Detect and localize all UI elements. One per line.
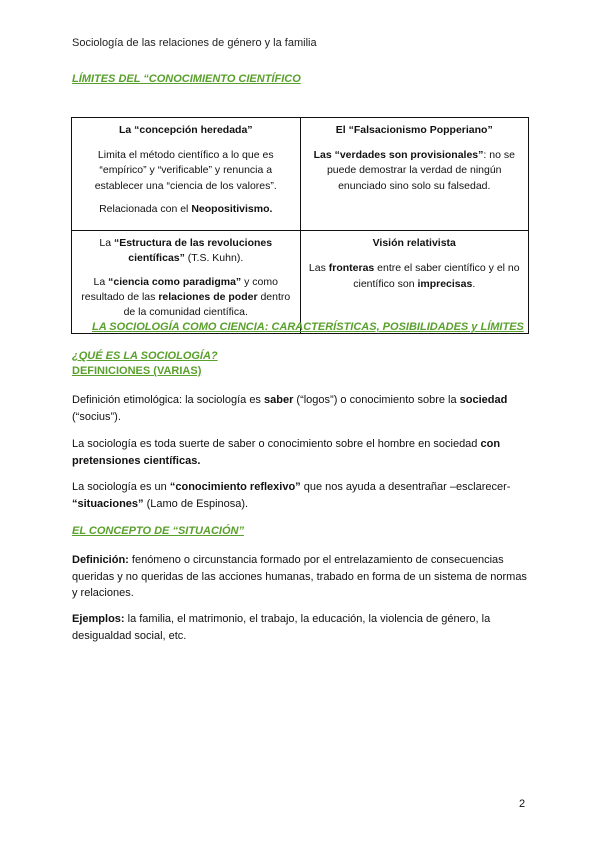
cell-title: La “concepción heredada”: [118, 124, 253, 136]
paragraph-definicion-reflexivo: La sociología es un “conocimiento reflexivo” que nos ayuda a desentrañar –esclarecer- “situaciones” (Lamo de Espinosa).: [72, 481, 511, 510]
section-title-sociologia-ciencia: LA SOCIOLOGÍA COMO CIENCIA: CARACTERÍSTICAS, POSIBILIDADES y LÍMITES: [92, 321, 524, 333]
paragraph-definicion-etimologica: Definición etimológica: la sociología es saber (“logos”) o conocimiento sobre la sociedad (“socius”).: [72, 394, 508, 423]
table-cell-vision-relativista: [300, 231, 529, 334]
cell-text: Las fronteras entre el saber científico y el no científico son imprecisas.: [308, 262, 520, 290]
page-number: 2: [519, 798, 526, 810]
cell-text: La “ciencia como paradigma” y como resultado de las relaciones de poder dentro de la comunidad científica.: [81, 275, 291, 318]
table-cell-concepcion-heredada: [72, 118, 301, 231]
cell-title: El “Falsacionismo Popperiano”: [335, 124, 493, 136]
cell-text: Relacionada con el Neopositivismo.: [99, 202, 273, 215]
table-cell-falsacionismo: [300, 118, 529, 231]
paragraph-definicion-situacion: Definición: fenómeno o circunstancia formado por el entrelazamiento de consecuencias queridas y no queridas de las acciones humanas, trabado en forma de un sistema de normas y relaciones.: [72, 554, 527, 599]
cell-text: Las “verdades son provisionales”: no se puede demostrar la verdad de ningún enunciado sino solo su falsedad.: [313, 149, 515, 192]
paragraph-definicion-saber: La sociología es toda suerte de saber o conocimiento sobre el hombre en sociedad con pretensiones científicas.: [72, 438, 501, 467]
section-title-situacion: EL CONCEPTO DE “SITUACIÓN”: [72, 525, 244, 537]
cell-title: La “Estructura de las revoluciones científicas” (T.S. Kuhn).: [99, 237, 273, 265]
cell-title: Visión relativista: [372, 237, 456, 250]
section-title-limites: LÍMITES DEL “CONOCIMIENTO CIENTÍFICO: [72, 73, 301, 85]
section-title-que-es: ¿QUÉ ES LA SOCIOLOGÍA?: [72, 350, 218, 362]
comparison-table: [71, 117, 529, 334]
paragraph-ejemplos: Ejemplos: la familia, el matrimonio, el trabajo, la educación, la violencia de género, la desigualdad social, etc.: [72, 613, 491, 642]
page-header: Sociología de las relaciones de género y la familia: [72, 37, 317, 49]
cell-text: Limita el método científico a lo que es “empírico” y “verificable” y renuncia a establecer una “ciencia de los valores”.: [94, 149, 277, 192]
section-subtitle-definiciones: DEFINICIONES (VARIAS): [72, 365, 202, 377]
table-cell-kuhn: [72, 231, 301, 334]
